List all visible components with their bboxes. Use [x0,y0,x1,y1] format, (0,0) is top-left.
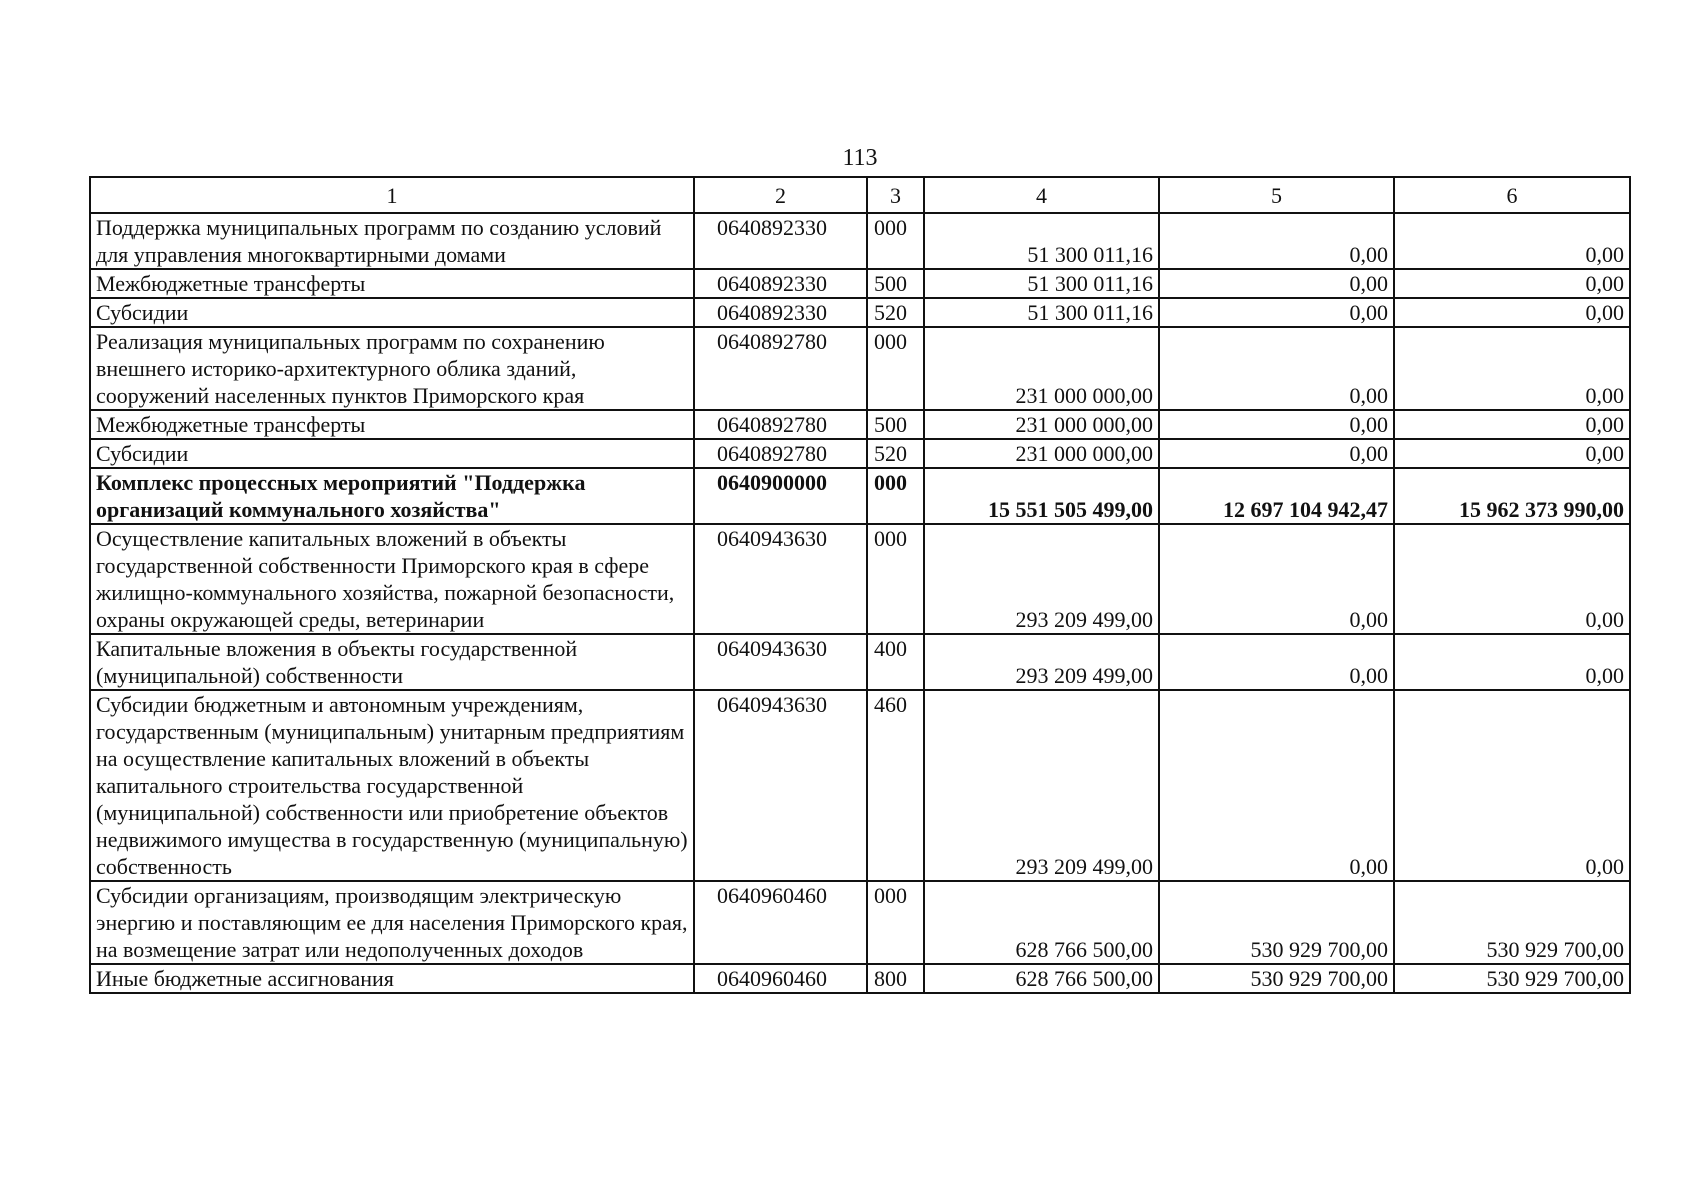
row-amount-col6: 0,00 [1394,410,1630,439]
row-amount-col6: 530 929 700,00 [1394,964,1630,993]
row-name: Поддержка муниципальных программ по созданию условий для управления многоквартирными домами [90,213,694,269]
header-cell: 2 [694,177,867,213]
row-name: Межбюджетные трансферты [90,269,694,298]
row-expense-type: 000 [867,327,924,410]
table-row [90,964,1630,993]
row-amount-col5: 530 929 700,00 [1159,881,1394,964]
row-name: Субсидии организациям, производящим электрическую энергию и поставляющим ее для населения Приморского края, на возмещение затрат или недополученных доходов [90,881,694,964]
row-code: 0640943630 [694,690,867,881]
row-code: 0640892330 [694,298,867,327]
row-code: 0640892780 [694,327,867,410]
row-amount-col4: 51 300 011,16 [924,269,1159,298]
row-expense-type: 000 [867,881,924,964]
row-name: Реализация муниципальных программ по сохранению внешнего историко-архитектурного облика зданий, сооружений населенных пунктов Приморского края [90,327,694,410]
row-amount-col5: 0,00 [1159,213,1394,269]
row-code: 0640960460 [694,881,867,964]
row-name: Межбюджетные трансферты [90,410,694,439]
header-cell: 6 [1394,177,1630,213]
row-amount-col5: 0,00 [1159,634,1394,690]
row-amount-col5: 0,00 [1159,439,1394,468]
table-row [90,634,1630,690]
table-row [90,410,1630,439]
row-expense-type: 000 [867,468,924,524]
row-code: 0640943630 [694,524,867,634]
row-name: Субсидии [90,298,694,327]
row-code: 0640892780 [694,410,867,439]
row-amount-col4: 231 000 000,00 [924,439,1159,468]
row-amount-col6: 0,00 [1394,439,1630,468]
row-code: 0640892780 [694,439,867,468]
row-name: Субсидии [90,439,694,468]
table-row [90,327,1630,410]
row-amount-col4: 293 209 499,00 [924,690,1159,881]
row-amount-col6: 0,00 [1394,213,1630,269]
header-row [90,177,1630,213]
row-name: Осуществление капитальных вложений в объекты государственной собственности Приморского края в сфере жилищно-коммунального хозяйства, пожарной безопасности, охраны окружающей среды, ветеринарии [90,524,694,634]
row-code: 0640892330 [694,269,867,298]
row-code: 0640900000 [694,468,867,524]
row-code: 0640960460 [694,964,867,993]
table-row [90,439,1630,468]
row-expense-type: 520 [867,439,924,468]
row-amount-col6: 0,00 [1394,634,1630,690]
row-amount-col6: 0,00 [1394,327,1630,410]
row-expense-type: 000 [867,524,924,634]
header-cell: 5 [1159,177,1394,213]
row-expense-type: 500 [867,269,924,298]
row-amount-col5: 0,00 [1159,410,1394,439]
table-row [90,690,1630,881]
row-amount-col4: 628 766 500,00 [924,964,1159,993]
table-row [90,524,1630,634]
row-amount-col4: 628 766 500,00 [924,881,1159,964]
header-cell: 3 [867,177,924,213]
header-cell: 1 [90,177,694,213]
row-amount-col6: 530 929 700,00 [1394,881,1630,964]
row-amount-col4: 51 300 011,16 [924,213,1159,269]
row-amount-col4: 293 209 499,00 [924,524,1159,634]
budget-table [89,176,1631,994]
table-row [90,298,1630,327]
row-expense-type: 520 [867,298,924,327]
row-name: Капитальные вложения в объекты государственной (муниципальной) собственности [90,634,694,690]
table-row [90,881,1630,964]
row-code: 0640943630 [694,634,867,690]
row-expense-type: 460 [867,690,924,881]
row-code: 0640892330 [694,213,867,269]
page-number: 113 [842,145,878,171]
row-amount-col6: 0,00 [1394,298,1630,327]
row-amount-col4: 293 209 499,00 [924,634,1159,690]
row-amount-col4: 231 000 000,00 [924,327,1159,410]
row-name: Субсидии бюджетным и автономным учреждениям, государственным (муниципальным) унитарным предприятиям на осуществление капитальных вложений в объекты капитального строительства государственной (муниципальной) собственности или приобретение объектов недвижимого имущества в государственную (муниципальную) собственность [90,690,694,881]
row-amount-col5: 0,00 [1159,524,1394,634]
row-name: Комплекс процессных мероприятий "Поддержка организаций коммунального хозяйства" [90,468,694,524]
row-amount-col5: 0,00 [1159,298,1394,327]
row-expense-type: 800 [867,964,924,993]
row-amount-col5: 0,00 [1159,327,1394,410]
row-expense-type: 500 [867,410,924,439]
row-amount-col4: 51 300 011,16 [924,298,1159,327]
table-row [90,468,1630,524]
header-cell: 4 [924,177,1159,213]
row-amount-col6: 15 962 373 990,00 [1394,468,1630,524]
row-amount-col5: 0,00 [1159,269,1394,298]
row-amount-col5: 0,00 [1159,690,1394,881]
row-amount-col6: 0,00 [1394,524,1630,634]
row-name: Иные бюджетные ассигнования [90,964,694,993]
row-amount-col5: 530 929 700,00 [1159,964,1394,993]
row-amount-col5: 12 697 104 942,47 [1159,468,1394,524]
table-row [90,213,1630,269]
row-amount-col4: 15 551 505 499,00 [924,468,1159,524]
row-expense-type: 400 [867,634,924,690]
row-amount-col4: 231 000 000,00 [924,410,1159,439]
table-row [90,269,1630,298]
row-expense-type: 000 [867,213,924,269]
row-amount-col6: 0,00 [1394,690,1630,881]
row-amount-col6: 0,00 [1394,269,1630,298]
